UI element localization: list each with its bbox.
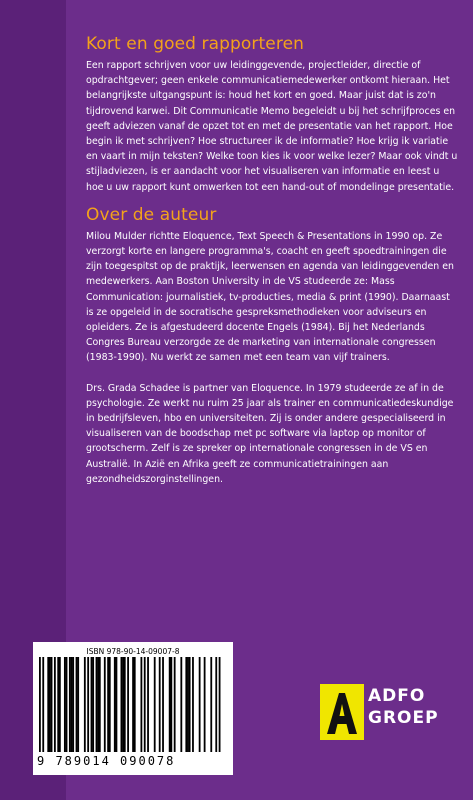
barcode-bar	[42, 657, 44, 752]
barcode-bar	[215, 657, 217, 752]
barcode-bar	[116, 657, 118, 752]
barcode-bar	[169, 657, 171, 752]
barcode-bar	[162, 657, 164, 752]
barcode-bar	[140, 657, 142, 752]
author-paragraph-1: Milou Mulder richtte Eloquence, Text Speech & Presentations in 1990 op. Ze verzorgt korte en langere programma's, coacht en geeft spoedtrainingen die zijn toegespitst op de praktijk, leerwensen en agenda van leidinggevenden en medewerkers. Aan Boston University in de VS studeerde ze: Mass Communication: journalistiek, tv-producties, media & print (1990). Daarnaast is ze opgeleid in de socratische gespreksmethodieken voor adviseurs en opleiders. Ze is afgestudeerd docente Engels (1984). Bij het Nederlands Congres Bureau verzorgde ze de marketing van internationale congressen (1983-1990). Nu werkt ze samen met een team van vijf trainers.	[86, 230, 454, 364]
barcode-bar	[219, 657, 221, 752]
barcode-bar	[59, 657, 61, 752]
barcode-bar	[66, 657, 68, 752]
barcode-bar	[69, 657, 71, 752]
barcode-bar	[122, 657, 124, 752]
logo-text-groep: GROEP	[368, 708, 439, 728]
barcode-bar	[64, 657, 66, 752]
barcode-bar	[84, 657, 86, 752]
adfo-a-icon	[320, 684, 364, 740]
barcode-bar	[174, 657, 176, 752]
barcode-bar	[154, 657, 156, 752]
barcode-bar	[134, 657, 136, 752]
barcode-bar	[189, 657, 191, 752]
barcode-bar	[99, 657, 101, 752]
barcode-bar	[97, 657, 99, 752]
barcode-bar	[144, 657, 146, 752]
section-title-rapporteren: Kort en goed rapporteren	[86, 34, 304, 54]
barcode-bar	[210, 657, 212, 752]
barcode-bar	[57, 657, 59, 752]
barcode-bar	[180, 657, 182, 752]
isbn-label: ISBN 978-90-14-09007-8	[86, 647, 180, 656]
barcode-bar	[76, 657, 78, 752]
barcode-bar	[71, 657, 73, 752]
barcode-bar	[159, 657, 161, 752]
barcode-bar	[124, 657, 126, 752]
barcode-bar	[47, 657, 49, 752]
section-body-rapporteren: Een rapport schrijven voor uw leidinggevende, projectleider, directie of opdrachtgever; geen enkele communicatiemedewerker ontkomt hieraan. Het belangrijkste uitgangspunt is: houd het kort en goed. Maar juist dat is zo'n tijdrovend karwei. Dit Communicatie Memo begeleidt u bij het schrijfproces en geeft adviezen vanaf de opzet tot en met de presentatie van het rapport. Hoe begin ik met schrijven? Hoe structureer ik de informatie? Hoe krijg ik variatie en vaart in mijn teksten? Welke toon kies ik voor welke lezer? Maar ook vindt u stijladviezen, is er aandacht voor het visualiseren van informatie en leest u hoe u uw rapport kunt omwerken tot een hand-out of mondelinge presentatie.	[86, 60, 458, 193]
barcode-bar	[39, 657, 41, 752]
barcode-bars	[39, 657, 227, 752]
back-cover-text	[86, 34, 458, 487]
barcode-bar	[170, 657, 172, 752]
barcode-bar	[87, 657, 89, 752]
barcode-bar	[104, 657, 106, 752]
barcode-bar	[96, 657, 98, 752]
barcode-bar	[54, 657, 56, 752]
section-title-auteur: Over de auteur	[86, 204, 217, 225]
barcode-bar	[127, 657, 129, 752]
barcode-bar	[204, 657, 206, 752]
barcode-bar	[114, 657, 116, 752]
publisher-logo	[320, 684, 460, 742]
barcode-bar	[91, 657, 93, 752]
barcode-bar	[199, 657, 201, 752]
barcode-bar	[109, 657, 111, 752]
barcode-bar	[51, 657, 53, 752]
barcode-bar	[72, 657, 74, 752]
barcode-bar	[187, 657, 189, 752]
barcode-bar	[49, 657, 51, 752]
logo-text-adfo: ADFO	[368, 686, 426, 706]
isbn-digits: 9 789014 090078	[37, 754, 176, 768]
barcode-bar	[185, 657, 187, 752]
barcode-bar	[132, 657, 134, 752]
author-paragraph-2: Drs. Grada Schadee is partner van Eloquence. In 1979 studeerde ze af in de psychologie. Ze werkt nu ruim 25 jaar als trainer en communicatiedeskundige in bedrijfsleven, hbo en universiteiten. Zij is onder andere gespecialiseerd in visualiseren van de boodschap met pc software via laptop op monitor of grootscherm. Zelf is ze spreker op internationale congressen in de VS en Australië. In Azië en Afrika geeft ze communicatietrainingen aan gezondheidszorginstellingen.	[86, 382, 454, 485]
isbn-barcode	[33, 642, 233, 775]
barcode-bar	[107, 657, 109, 752]
barcode-bar	[77, 657, 79, 752]
barcode-bar	[192, 657, 194, 752]
barcode-bar	[121, 657, 123, 752]
barcode-bar	[92, 657, 94, 752]
barcode-bar	[147, 657, 149, 752]
